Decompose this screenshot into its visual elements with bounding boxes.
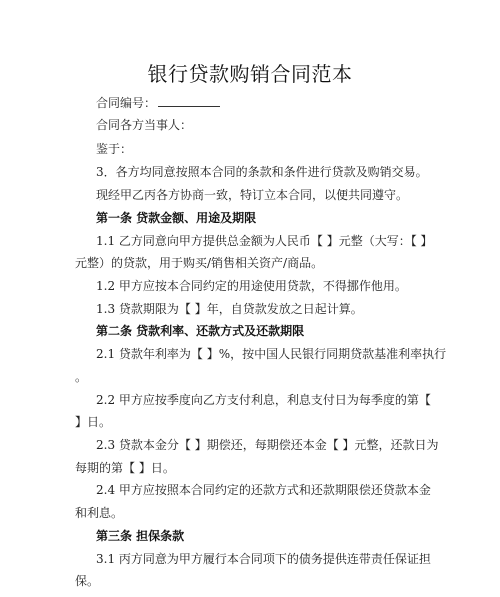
article-2-p1-line2: 。 [75,370,88,384]
document-title: 银行贷款购销合同范本 [147,62,353,86]
article-3-p1-line1: 3.1 丙方同意为甲方履行本合同项下的债务提供连带责任保证担 [96,552,431,566]
contract-number-blank [158,94,220,107]
contract-number-line [96,94,220,112]
parties-label: 合同各方当事人： [96,118,193,132]
article-3-p1-line2: 保。 [75,574,100,588]
agreement-statement: 现经甲乙丙各方协商一致，特订立本合同，以便共同遵守。 [96,188,409,202]
article-1-p1-line2: 元整）的贷款，用于购买/销售相关资产/商品。 [75,256,324,270]
article-1-heading: 第一条 贷款金额、用途及期限 [96,211,257,225]
article-2-p2-line1: 2.2 甲方应按季度向乙方支付利息，利息支付日为每季度的第【 [96,393,431,407]
article-2-p2-line2: 】日。 [75,415,112,429]
article-2-heading: 第二条 贷款利率、还款方式及还款期限 [96,324,305,338]
witness-label: 鉴于： [96,142,133,156]
article-2-p1-line1: 2.1 贷款年利率为【 】%，按中国人民银行同期贷款基准利率执行 [96,347,447,361]
article-2-p4-line1: 2.4 甲方应按照本合同约定的还款方式和还款期限偿还贷款本金 [96,483,431,497]
article-2-p4-line2: 和利息。 [75,506,124,520]
article-1-p3: 1.3 贷款期限为【 】年，自贷款发放之日起计算。 [96,302,363,316]
article-3-heading: 第三条 担保条款 [96,529,185,543]
preamble-item-3: 3．各方均同意按照本合同的条款和条件进行贷款及购销交易。 [96,165,428,179]
article-2-p3-line2: 每期的第【 】日。 [75,461,175,475]
article-1-p2: 1.2 甲方应按本合同约定的用途使用贷款，不得挪作他用。 [96,279,407,293]
contract-number-label: 合同编号： [96,96,157,110]
article-2-p3-line1: 2.3 贷款本金分【 】期偿还，每期偿还本金【 】元整，还款日为 [96,438,439,452]
article-1-p1-line1: 1.1 乙方同意向甲方提供总金额为人民币【 】元整（大写：【 】 [96,234,433,248]
